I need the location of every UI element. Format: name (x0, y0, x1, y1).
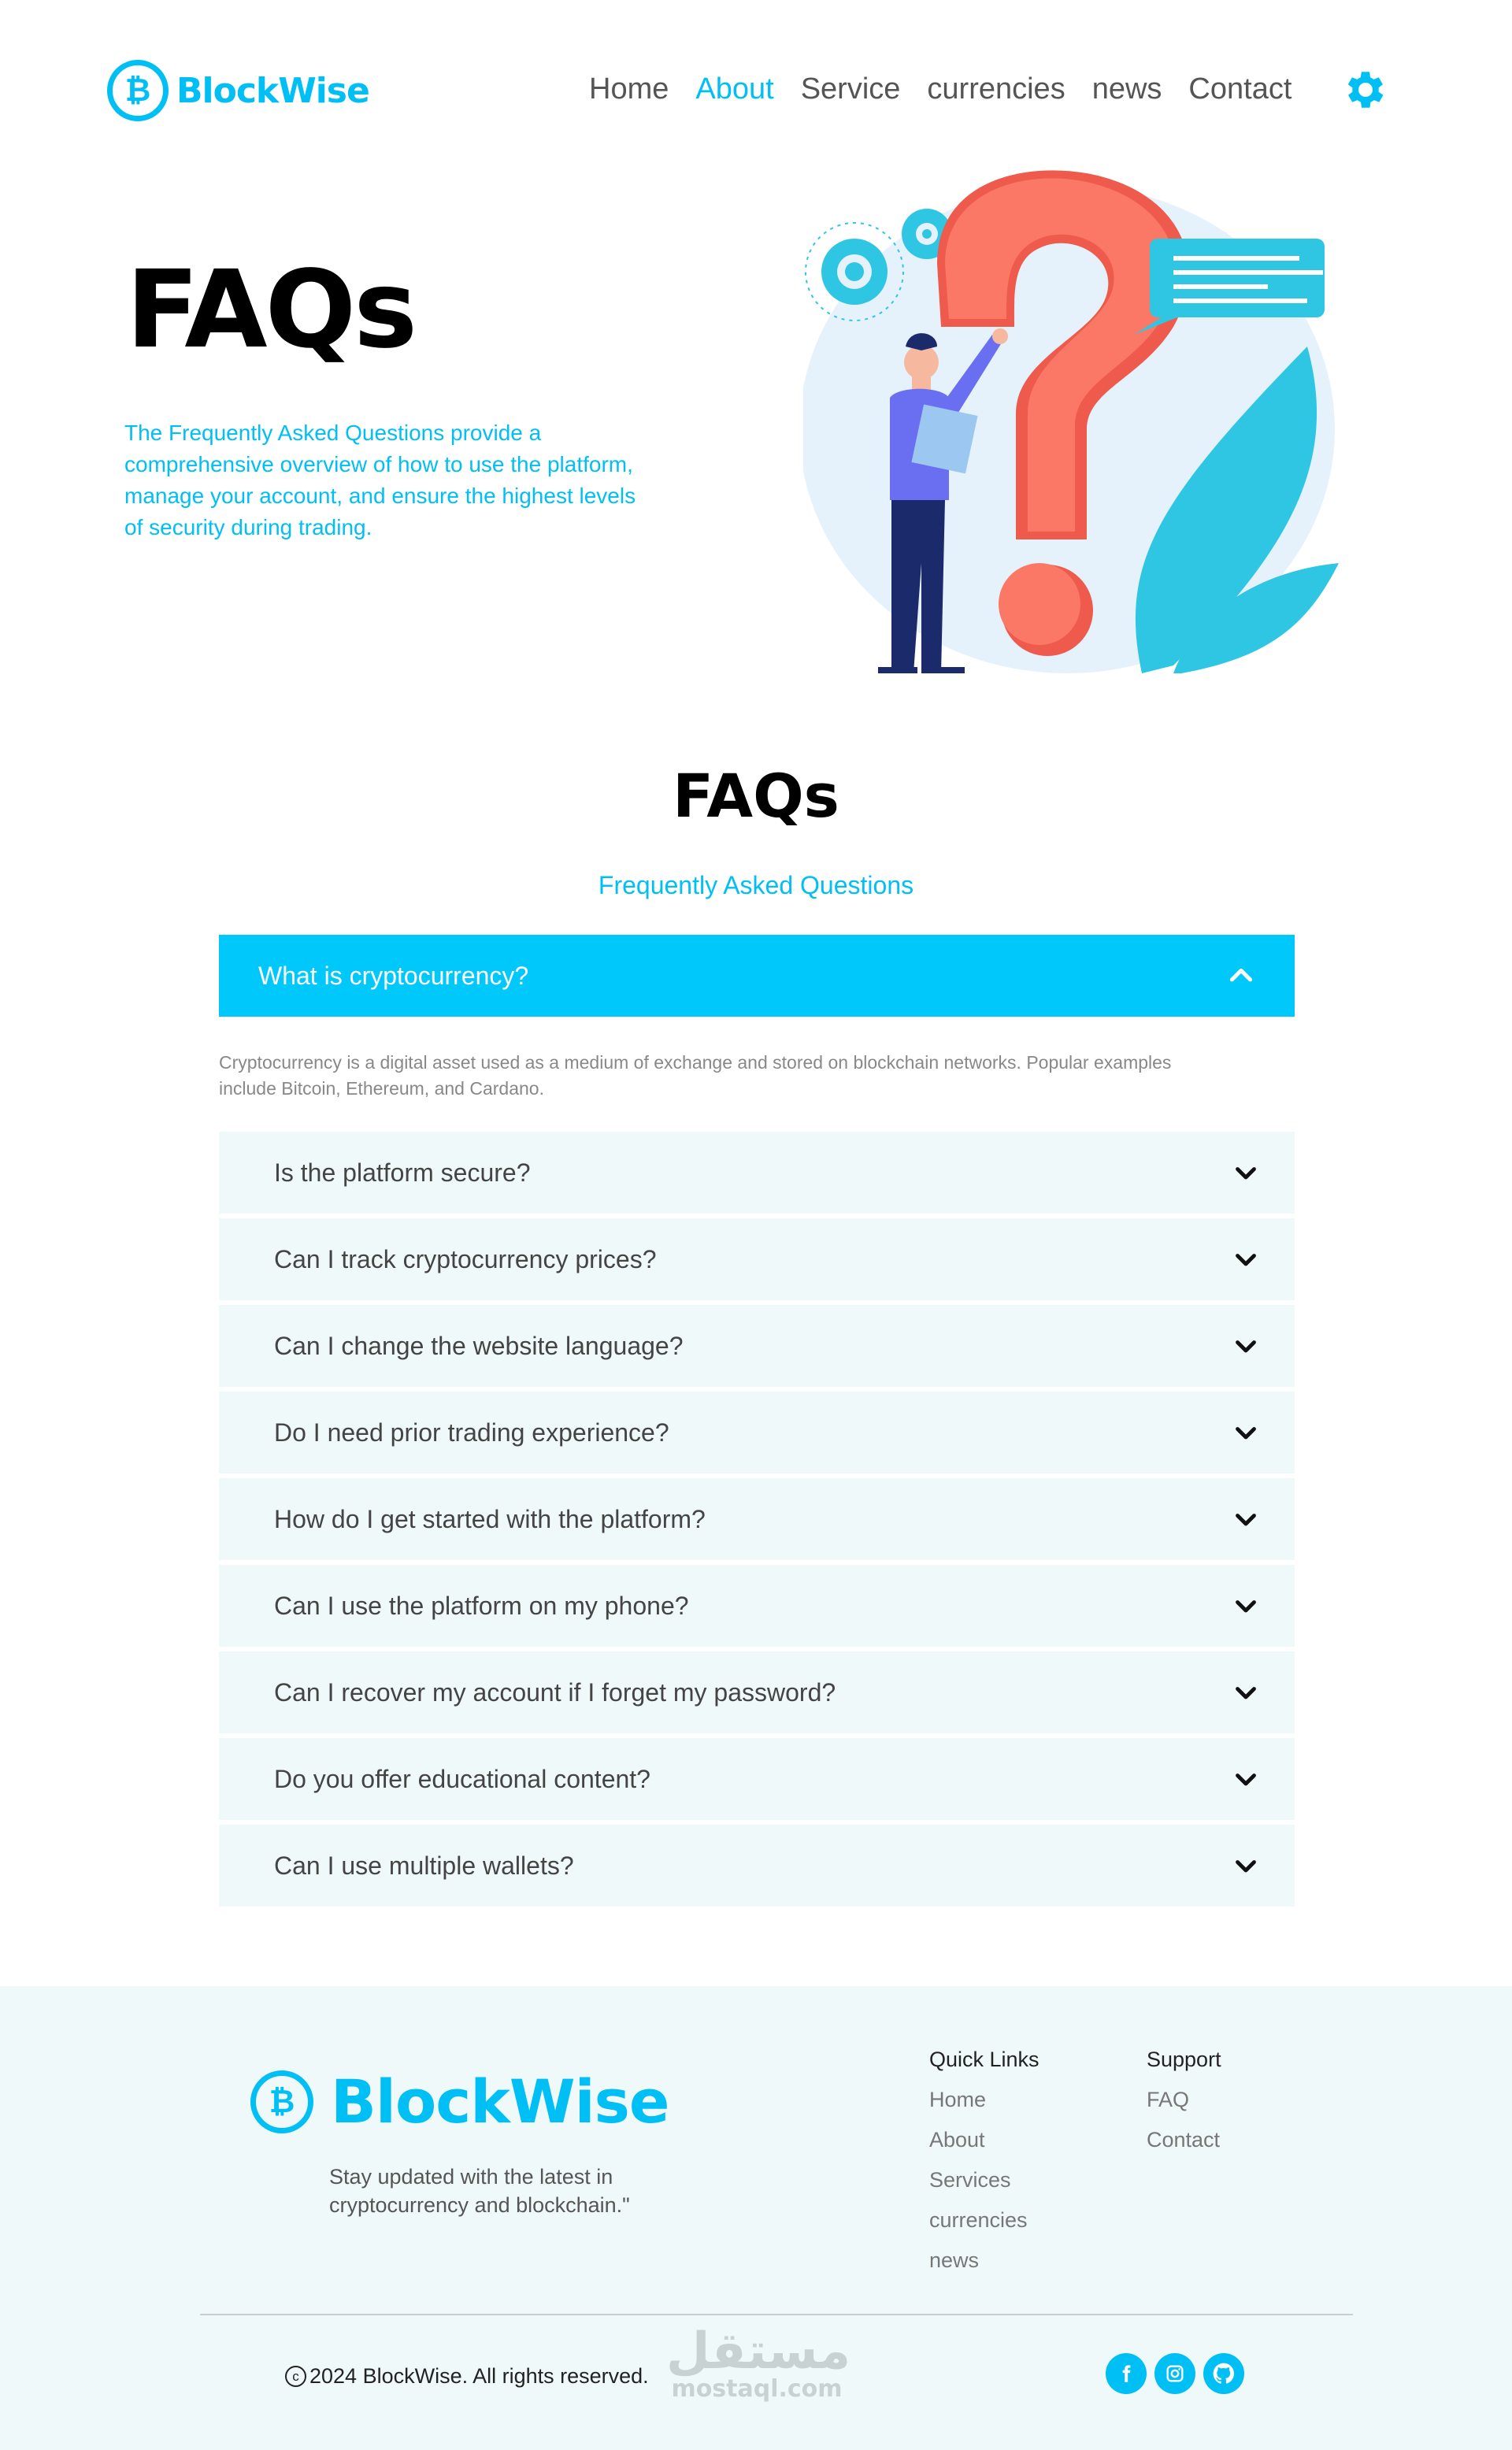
footer-link-contact[interactable]: Contact (1147, 2128, 1221, 2152)
chevron-down-icon (1232, 1851, 1260, 1880)
nav-contact-link[interactable]: Contact (1188, 72, 1292, 106)
faq-item[interactable] (219, 1478, 1295, 1560)
footer-link-services[interactable]: Services (929, 2168, 1011, 2192)
faq-question: Do you offer educational content? (274, 1764, 650, 1793)
faq-question: Can I recover my account if I forget my password? (274, 1677, 836, 1707)
faq-item-open-header[interactable] (219, 935, 1295, 1017)
footer-link-faq[interactable]: FAQ (1147, 2088, 1190, 2111)
chevron-down-icon (1232, 1505, 1260, 1533)
faq-question: Can I use the platform on my phone? (274, 1591, 689, 1620)
chevron-down-icon (1232, 1765, 1260, 1793)
faq-item[interactable] (219, 1825, 1295, 1907)
watermark-arabic: مستقل (666, 2322, 851, 2381)
brand-name: BlockWise (176, 70, 369, 111)
faq-item[interactable] (219, 1651, 1295, 1733)
faq-question: What is cryptocurrency? (258, 961, 529, 990)
faq-question: Can I track cryptocurrency prices? (274, 1244, 657, 1273)
faq-item[interactable] (219, 1565, 1295, 1647)
chevron-down-icon (1232, 1158, 1260, 1187)
chevron-up-icon (1225, 960, 1257, 991)
footer-link-news[interactable]: news (929, 2248, 980, 2272)
faq-section-subtitle: Frequently Asked Questions (598, 871, 914, 899)
footer-link-about[interactable]: About (929, 2128, 985, 2152)
site-footer (0, 1986, 1512, 2450)
copyright-text: 2024 BlockWise. All rights reserved. (309, 2364, 649, 2388)
faq-question: Do I need prior trading experience? (274, 1418, 669, 1447)
faq-question: Is the platform secure? (274, 1158, 531, 1187)
footer-brand-name: BlockWise (331, 2066, 669, 2137)
chevron-down-icon (1232, 1245, 1260, 1273)
nav-home-link[interactable]: Home (589, 72, 669, 106)
faq-item[interactable] (219, 1392, 1295, 1473)
footer-support-title: Support (1147, 2048, 1221, 2071)
github-icon[interactable] (1203, 2353, 1244, 2394)
gear-icon[interactable] (1341, 65, 1390, 114)
hero-description: The Frequently Asked Questions provide a comprehensive overview of how to use the platform, manage your account, and ensure the highest levels of security during trading. (124, 421, 636, 539)
faq-item[interactable] (219, 1738, 1295, 1820)
chevron-down-icon (1232, 1418, 1260, 1447)
bitcoin-logo-icon: ₿ (107, 60, 169, 121)
nav-about-link[interactable]: About (695, 72, 774, 106)
footer-link-home[interactable]: Home (929, 2088, 987, 2111)
footer-support (1147, 2048, 1221, 2168)
faq-question: Can I change the website language? (274, 1331, 684, 1360)
nav-news-link[interactable]: news (1091, 72, 1162, 106)
footer-divider (200, 2314, 1353, 2315)
watermark (666, 2322, 851, 2403)
footer-quick-links-title: Quick Links (929, 2048, 1040, 2071)
copyright (285, 2364, 649, 2389)
top-navbar (0, 0, 1512, 181)
footer-quick-links (929, 2048, 1040, 2289)
faq-illustration (803, 169, 1354, 673)
watermark-url: mostaql.com (671, 2375, 843, 2403)
chevron-down-icon (1232, 1592, 1260, 1620)
bitcoin-logo-icon: ₿ (250, 2070, 313, 2133)
footer-link-currencies[interactable]: currencies (929, 2208, 1028, 2232)
facebook-icon[interactable] (1106, 2353, 1147, 2394)
chevron-down-icon (1232, 1678, 1260, 1707)
faq-question: Can I use multiple wallets? (274, 1851, 574, 1880)
copyright-icon: c (285, 2366, 306, 2387)
footer-brand-logo[interactable] (250, 2066, 669, 2137)
faq-answer: Cryptocurrency is a digital asset used as a medium of exchange and stored on blockchain networks. Popular examples include Bitcoin, Ethereum, and Cardano. (219, 1052, 1172, 1099)
faq-section-title: FAQs (673, 761, 839, 831)
faq-item[interactable] (219, 1218, 1295, 1300)
faq-question: How do I get started with the platform? (274, 1504, 706, 1533)
nav-currencies-link[interactable]: currencies (927, 72, 1065, 106)
faq-accordion (219, 935, 1295, 1911)
footer-tagline: Stay updated with the latest in cryptocurrency and blockchain." (329, 2165, 630, 2217)
social-links (1106, 2353, 1252, 2394)
nav-service-link[interactable]: Service (800, 72, 901, 106)
main-menu (589, 72, 1318, 106)
faq-item[interactable] (219, 1132, 1295, 1214)
chevron-down-icon (1232, 1332, 1260, 1360)
instagram-icon[interactable] (1154, 2353, 1195, 2394)
hero-title: FAQs (126, 248, 416, 373)
faq-item[interactable] (219, 1305, 1295, 1387)
brand-logo[interactable] (107, 60, 369, 121)
